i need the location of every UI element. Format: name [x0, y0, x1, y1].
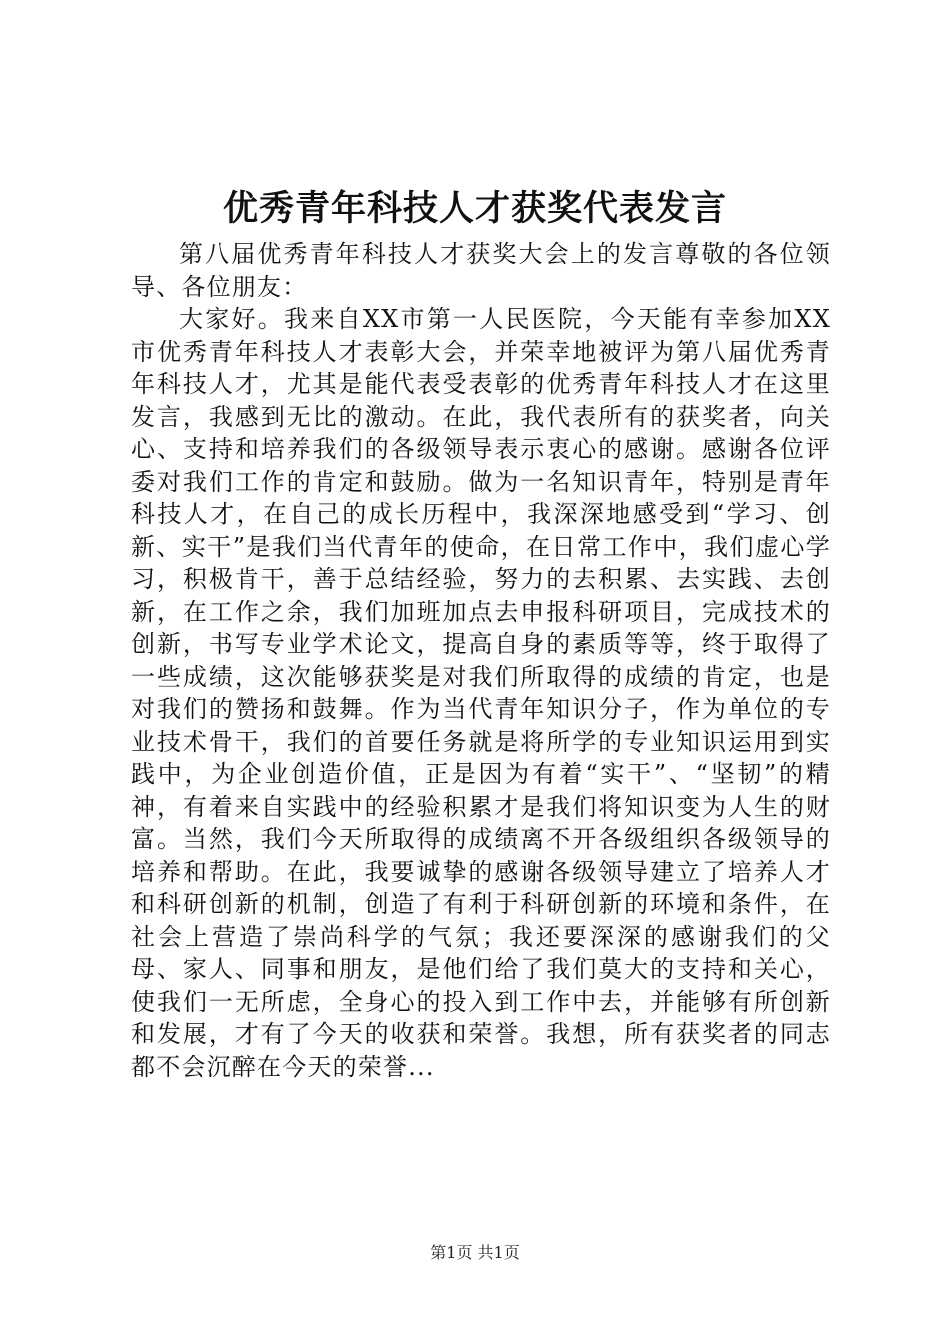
page-footer: 第1页 共1页 — [430, 1243, 520, 1262]
document-title: 优秀青年科技人才获奖代表发言 — [222, 188, 727, 229]
paragraph-speech: 大家好。我来自XX市第一人民医院，今天能有幸参加XX市优秀青年科技人才表彰大会，并荣幸地被评为第八届优秀青年科技人才，尤其是能代表受表彰的优秀青年科技人才在这里发言，我感到无比的激动。在此，我代表所有的获奖者，向关心、支持和培养我们的各级领导表示衷心的感谢。感谢各位评委对我们工作的肯定和鼓励。做为一名知识青年，特别是青年科技人才，在自己的成长历程中，我深深地感受到“学习、创新、实干”是我们当代青年的使命，在日常工作中，我们虚心学习，积极肯干，善于总结经验，努力的去积累、去实践、去创新，在工作之余，我们加班加点去申报科研项目，完成技术的创新，书写专业学术论文，提高自身的素质等等，终于取得了一些成绩，这次能够获奖是对我们所取得的成绩的肯定，也是对我们的赞扬和鼓舞。作为当代青年知识分子，作为单位的专业技术骨干，我们的首要任务就是将所学的专业知识运用到实践中，为企业创造价值，正是因为有着“实干”、“坚韧”的精神，有着来自实践中的经验积累才是我们将知识变为人生的财富。当然，我们今天所取得的成绩离不开各级组织各级领导的培养和帮助。在此，我要诚挚的感谢各级领导建立了培养人才和科研创新的机制，创造了有利于科研创新的环境和条件，在社会上营造了崇尚科学的气氛；我还要深深的感谢我们的父母、家人、同事和朋友，是他们给了我们莫大的支持和关心，使我们一无所虑，全身心的投入到工作中去，并能够有所创新和发展，才有了今天的收获和荣誉。我想，所有获奖者的同志都不会沉醉在今天的荣誉... — [131, 305, 831, 1081]
document-body — [131, 238, 831, 1083]
paragraph-salutation: 第八届优秀青年科技人才获奖大会上的发言尊敬的各位领导、各位朋友： — [131, 240, 831, 301]
